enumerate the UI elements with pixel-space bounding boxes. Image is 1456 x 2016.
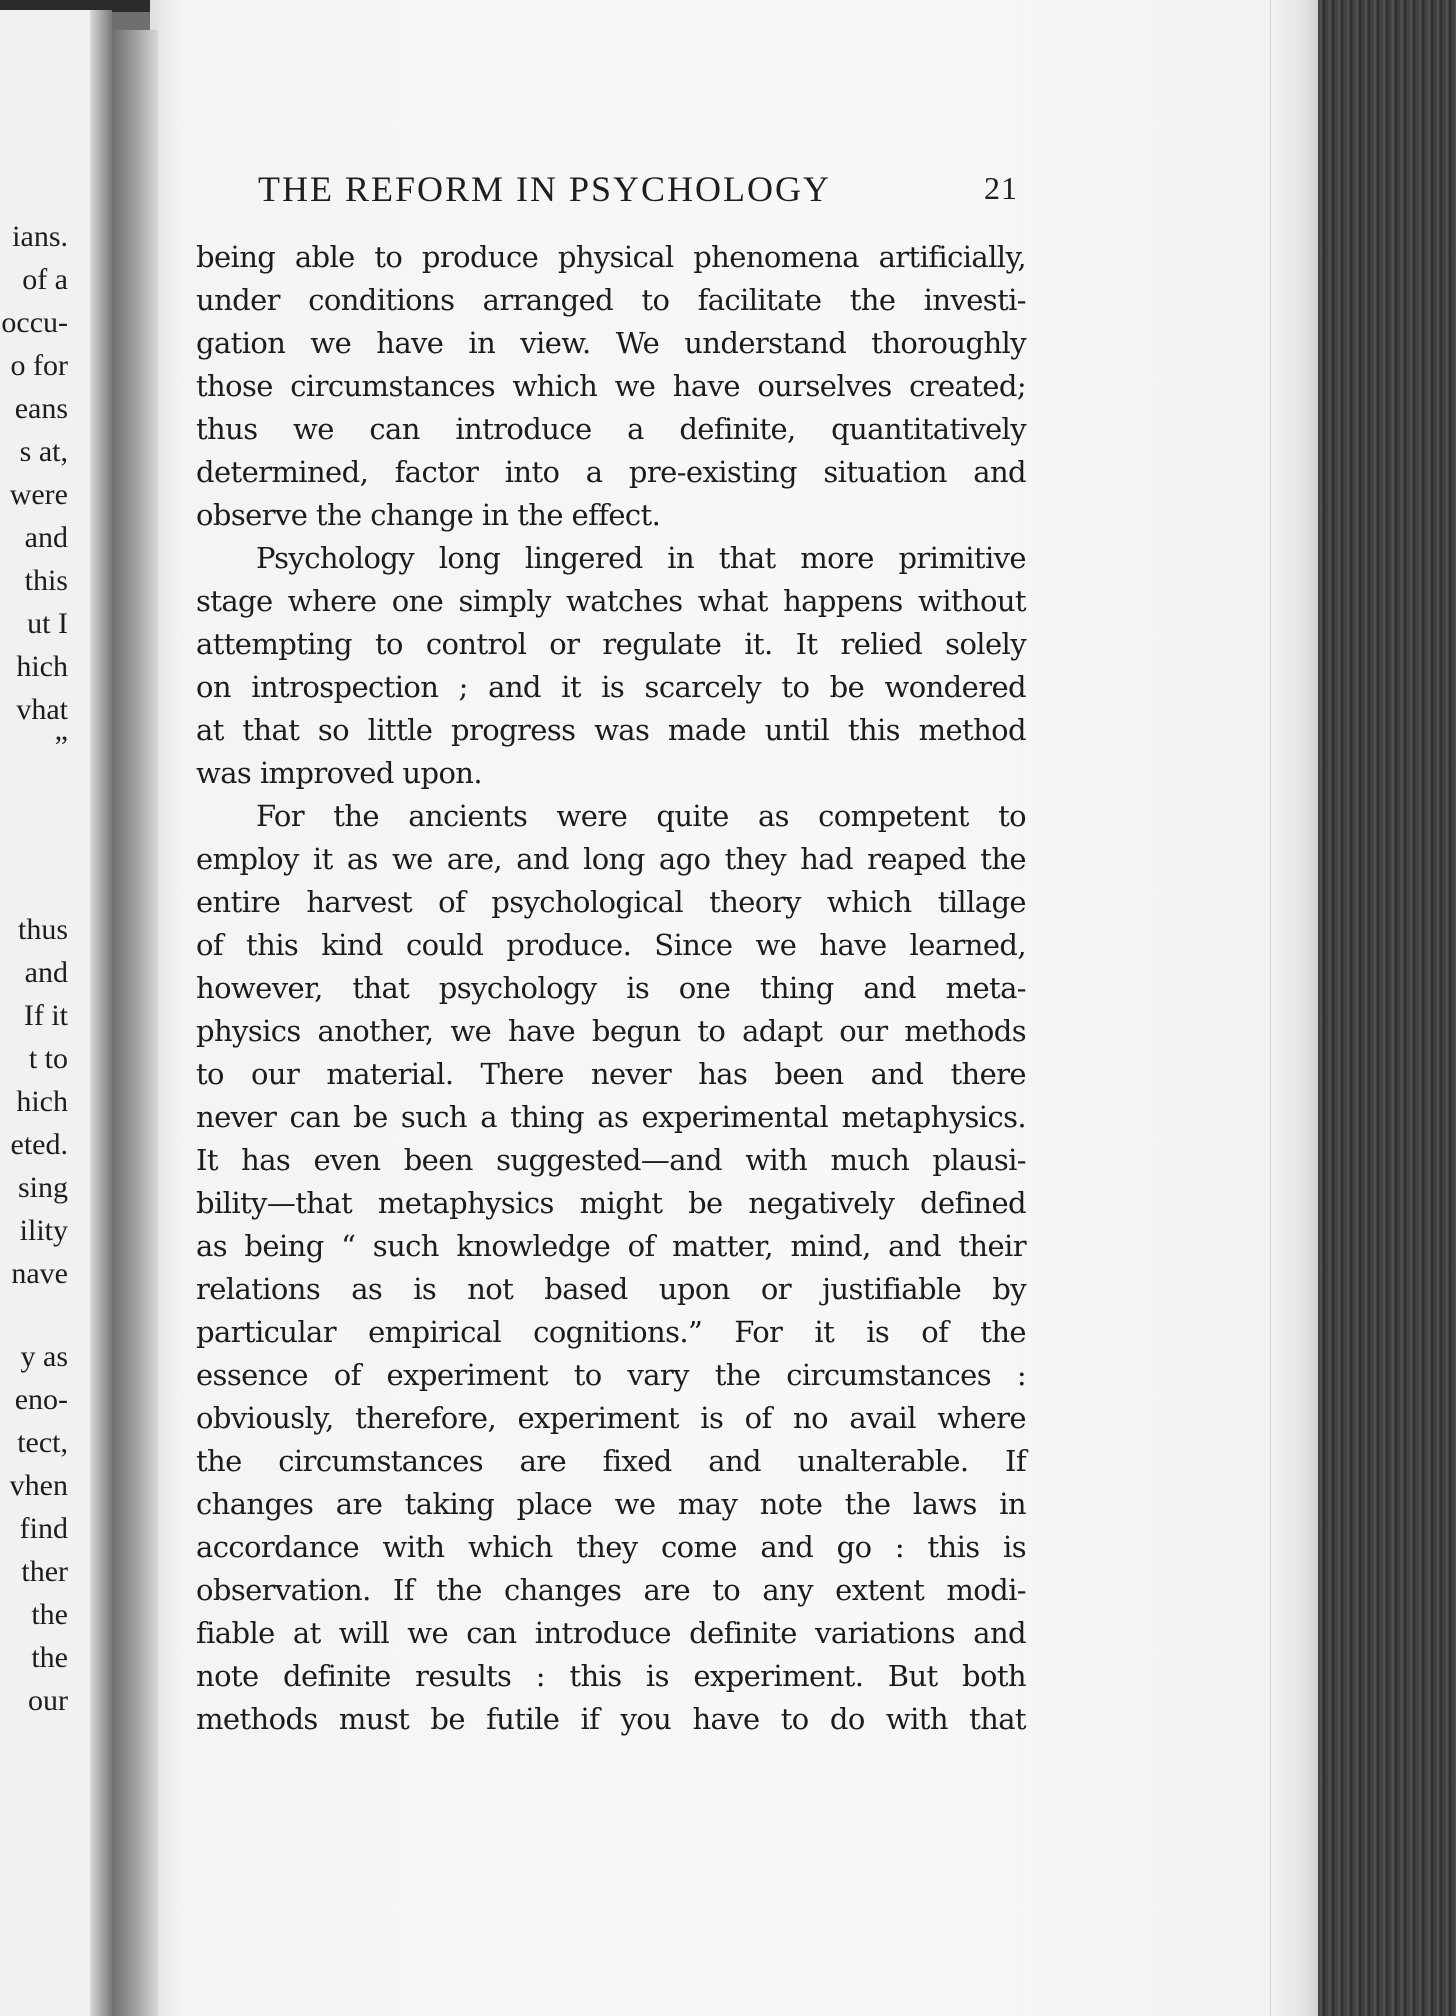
left-page-line: eans — [14, 392, 68, 425]
text-line: the circumstances are fixed and unalterable. If — [196, 1444, 1026, 1478]
text-line: on introspection ; and it is scarcely to be wondered — [196, 670, 1026, 704]
left-page-line: ility — [19, 1214, 68, 1247]
text-line: note definite results : this is experiment. But both — [196, 1659, 1026, 1693]
body-text — [196, 236, 1026, 1741]
left-page-line: t to — [28, 1042, 68, 1075]
left-page-line: o for — [10, 349, 68, 382]
left-page-line: nave — [11, 1257, 68, 1290]
text-line: attempting to control or regulate it. It relied solely — [196, 627, 1026, 661]
text-line: to our material. There never has been and there — [196, 1057, 1026, 1091]
running-head — [258, 168, 1018, 214]
text-line: physics another, we have begun to adapt our methods — [196, 1014, 1026, 1048]
text-line: at that so little progress was made until this method — [196, 713, 1026, 747]
text-line: changes are taking place we may note the laws in — [196, 1487, 1026, 1521]
left-page-line: ther — [21, 1555, 68, 1588]
left-page-shadow — [90, 10, 112, 2016]
left-page-line: sing — [17, 1171, 68, 1204]
text-line: thus we can introduce a definite, quantitatively — [196, 412, 1026, 446]
text-line: however, that psychology is one thing and meta- — [196, 971, 1026, 1005]
text-line: determined, factor into a pre-existing situation and — [196, 455, 1026, 489]
left-page-line: ” — [54, 730, 68, 763]
text-line: fiable at will we can introduce definite variations and — [196, 1616, 1026, 1650]
left-page-line: s at, — [19, 435, 68, 468]
left-page-fragment — [0, 10, 112, 2016]
left-page-line: and — [24, 956, 68, 989]
text-line: It has even been suggested—and with much plausi- — [196, 1143, 1026, 1177]
text-line: never can be such a thing as experimental metaphysics. — [196, 1100, 1026, 1134]
text-line: bility—that metaphysics might be negatively defined — [196, 1186, 1026, 1220]
left-page-line: our — [28, 1684, 68, 1717]
left-page-line: and — [24, 521, 68, 554]
text-line: as being “ such knowledge of matter, mind, and their — [196, 1229, 1026, 1263]
left-page-line: this — [24, 564, 68, 597]
left-page-line: occu- — [1, 306, 68, 339]
left-page-line: hich — [16, 650, 68, 683]
text-line: Psychology long lingered in that more primitive — [256, 541, 1026, 575]
left-page-line: the — [31, 1641, 68, 1674]
page-edge-margin — [1270, 0, 1321, 2016]
running-head-title: THE REFORM IN PSYCHOLOGY — [258, 169, 832, 209]
left-page-line: vhen — [9, 1469, 68, 1502]
left-page-line: hich — [16, 1085, 68, 1118]
left-page-line: tect, — [17, 1426, 68, 1459]
text-line: gation we have in view. We understand thoroughly — [196, 326, 1026, 360]
text-line: relations as is not based upon or justifiable by — [196, 1272, 1026, 1306]
left-page-line: eno- — [14, 1383, 68, 1416]
text-line: observation. If the changes are to any extent modi- — [196, 1573, 1026, 1607]
left-page-line: ut I — [27, 607, 68, 640]
text-line: stage where one simply watches what happens without — [196, 584, 1026, 618]
text-line: being able to produce physical phenomena artificially, — [196, 240, 1026, 274]
text-line: particular empirical cognitions.” For it is of the — [196, 1315, 1026, 1349]
text-line: those circumstances which we have ourselves created; — [196, 369, 1026, 403]
left-page-line: If it — [23, 999, 68, 1032]
text-line: obviously, therefore, experiment is of no avail where — [196, 1401, 1026, 1435]
text-line: methods must be futile if you have to do with that — [196, 1702, 1026, 1736]
text-line: entire harvest of psychological theory which tillage — [196, 885, 1026, 919]
text-line: accordance with which they come and go : this is — [196, 1530, 1026, 1564]
text-line: essence of experiment to vary the circumstances : — [196, 1358, 1026, 1392]
left-page-line: the — [31, 1598, 68, 1631]
text-line: of this kind could produce. Since we have learned, — [196, 928, 1026, 962]
text-line: under conditions arranged to facilitate the investi- — [196, 283, 1026, 317]
left-page-line: vhat — [16, 693, 68, 726]
left-page-line: of a — [22, 263, 68, 296]
left-page-line: eted. — [10, 1128, 68, 1161]
left-page-line: y as — [20, 1340, 68, 1373]
left-page-line: thus — [17, 913, 68, 946]
text-line: was improved upon. — [196, 756, 482, 790]
left-page-line: were — [9, 478, 68, 511]
text-line: observe the change in the effect. — [196, 498, 661, 532]
book-gutter — [112, 30, 158, 2016]
page-number: 21 — [984, 170, 1018, 206]
book-fore-edge — [1318, 0, 1456, 2016]
text-line: For the ancients were quite as competent to — [256, 799, 1026, 833]
text-line: employ it as we are, and long ago they had reaped the — [196, 842, 1026, 876]
left-page-line: ians. — [12, 220, 68, 253]
left-page-line: find — [19, 1512, 68, 1545]
